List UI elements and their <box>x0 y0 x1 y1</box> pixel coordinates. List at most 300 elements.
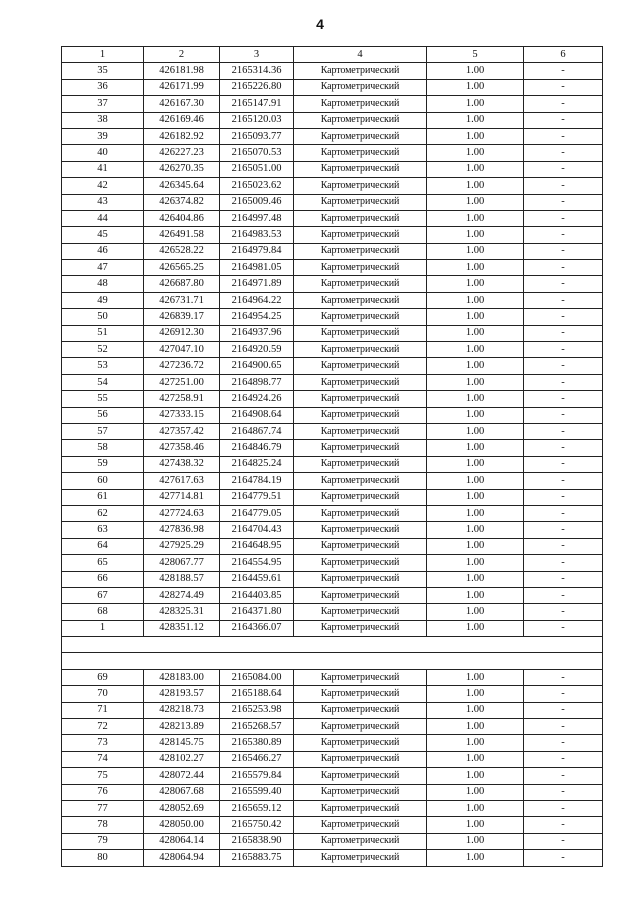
y-coordinate-cell: 2165579.84 <box>220 768 294 784</box>
accuracy-cell: 1.00 <box>427 161 524 177</box>
y-coordinate-cell: 2164971.89 <box>220 276 294 292</box>
x-coordinate-cell: 426169.46 <box>144 112 220 128</box>
accuracy-cell: 1.00 <box>427 800 524 816</box>
x-coordinate-cell: 427617.63 <box>144 473 220 489</box>
point-number-cell: 74 <box>62 751 144 767</box>
y-coordinate-cell: 2164403.85 <box>220 587 294 603</box>
point-number-cell: 42 <box>62 178 144 194</box>
accuracy-cell: 1.00 <box>427 719 524 735</box>
point-number-cell: 62 <box>62 505 144 521</box>
description-cell: - <box>524 850 603 866</box>
point-number-cell: 55 <box>62 391 144 407</box>
accuracy-cell: 1.00 <box>427 374 524 390</box>
table-row <box>62 145 603 161</box>
point-number-cell: 77 <box>62 800 144 816</box>
x-coordinate-cell: 428351.12 <box>144 620 220 636</box>
point-number-cell: 57 <box>62 423 144 439</box>
accuracy-cell: 1.00 <box>427 210 524 226</box>
x-coordinate-cell: 427258.91 <box>144 391 220 407</box>
point-number-cell: 45 <box>62 227 144 243</box>
method-cell: Картометрический <box>294 178 427 194</box>
y-coordinate-cell: 2165023.62 <box>220 178 294 194</box>
y-coordinate-cell: 2164997.48 <box>220 210 294 226</box>
y-coordinate-cell: 2164954.25 <box>220 309 294 325</box>
description-cell: - <box>524 751 603 767</box>
y-coordinate-cell: 2164459.61 <box>220 571 294 587</box>
accuracy-cell: 1.00 <box>427 571 524 587</box>
method-cell: Картометрический <box>294 79 427 95</box>
y-coordinate-cell: 2165009.46 <box>220 194 294 210</box>
method-cell: Картометрический <box>294 440 427 456</box>
point-number-cell: 46 <box>62 243 144 259</box>
x-coordinate-cell: 428213.89 <box>144 719 220 735</box>
accuracy-cell: 1.00 <box>427 751 524 767</box>
x-coordinate-cell: 426345.64 <box>144 178 220 194</box>
accuracy-cell: 1.00 <box>427 505 524 521</box>
table-body <box>62 63 603 866</box>
description-cell: - <box>524 210 603 226</box>
y-coordinate-cell: 2165883.75 <box>220 850 294 866</box>
description-cell: - <box>524 522 603 538</box>
accuracy-cell: 1.00 <box>427 489 524 505</box>
table-row <box>62 227 603 243</box>
table-row <box>62 489 603 505</box>
description-cell: - <box>524 227 603 243</box>
accuracy-cell: 1.00 <box>427 686 524 702</box>
table-row <box>62 342 603 358</box>
description-cell: - <box>524 833 603 849</box>
description-cell: - <box>524 817 603 833</box>
accuracy-cell: 1.00 <box>427 817 524 833</box>
description-cell: - <box>524 669 603 685</box>
accuracy-cell: 1.00 <box>427 669 524 685</box>
method-cell: Картометрический <box>294 587 427 603</box>
point-number-cell: 61 <box>62 489 144 505</box>
method-cell: Картометрический <box>294 751 427 767</box>
table-row <box>62 440 603 456</box>
method-cell: Картометрический <box>294 112 427 128</box>
accuracy-cell: 1.00 <box>427 456 524 472</box>
description-cell: - <box>524 407 603 423</box>
method-cell: Картометрический <box>294 784 427 800</box>
point-number-cell: 59 <box>62 456 144 472</box>
description-cell: - <box>524 423 603 439</box>
method-cell: Картометрический <box>294 325 427 341</box>
point-number-cell: 75 <box>62 768 144 784</box>
table-row <box>62 768 603 784</box>
y-coordinate-cell: 2164825.24 <box>220 456 294 472</box>
method-cell: Картометрический <box>294 358 427 374</box>
y-coordinate-cell: 2164648.95 <box>220 538 294 554</box>
x-coordinate-cell: 426171.99 <box>144 79 220 95</box>
accuracy-cell: 1.00 <box>427 604 524 620</box>
point-number-cell: 49 <box>62 292 144 308</box>
description-cell: - <box>524 112 603 128</box>
point-number-cell: 47 <box>62 260 144 276</box>
point-number-cell: 44 <box>62 210 144 226</box>
description-cell: - <box>524 555 603 571</box>
accuracy-cell: 1.00 <box>427 555 524 571</box>
y-coordinate-cell: 2164779.51 <box>220 489 294 505</box>
accuracy-cell: 1.00 <box>427 784 524 800</box>
y-coordinate-cell: 2165120.03 <box>220 112 294 128</box>
y-coordinate-cell: 2164554.95 <box>220 555 294 571</box>
accuracy-cell: 1.00 <box>427 260 524 276</box>
point-number-cell: 54 <box>62 374 144 390</box>
y-coordinate-cell: 2165314.36 <box>220 63 294 79</box>
x-coordinate-cell: 428274.49 <box>144 587 220 603</box>
x-coordinate-cell: 428052.69 <box>144 800 220 816</box>
method-cell: Картометрический <box>294 96 427 112</box>
x-coordinate-cell: 428050.00 <box>144 817 220 833</box>
point-number-cell: 52 <box>62 342 144 358</box>
accuracy-cell: 1.00 <box>427 96 524 112</box>
x-coordinate-cell: 428145.75 <box>144 735 220 751</box>
point-number-cell: 67 <box>62 587 144 603</box>
description-cell: - <box>524 587 603 603</box>
y-coordinate-cell: 2165659.12 <box>220 800 294 816</box>
accuracy-cell: 1.00 <box>427 702 524 718</box>
accuracy-cell: 1.00 <box>427 440 524 456</box>
table-row <box>62 587 603 603</box>
x-coordinate-cell: 426731.71 <box>144 292 220 308</box>
description-cell: - <box>524 276 603 292</box>
y-coordinate-cell: 2165838.90 <box>220 833 294 849</box>
method-cell: Картометрический <box>294 833 427 849</box>
y-coordinate-cell: 2165070.53 <box>220 145 294 161</box>
table-spacer-row <box>62 637 603 653</box>
table-row <box>62 751 603 767</box>
table-row <box>62 784 603 800</box>
accuracy-cell: 1.00 <box>427 342 524 358</box>
description-cell: - <box>524 784 603 800</box>
y-coordinate-cell: 2164846.79 <box>220 440 294 456</box>
description-cell: - <box>524 161 603 177</box>
point-number-cell: 43 <box>62 194 144 210</box>
x-coordinate-cell: 426167.30 <box>144 96 220 112</box>
table-row <box>62 604 603 620</box>
header-cell: 6 <box>524 47 603 63</box>
method-cell: Картометрический <box>294 473 427 489</box>
table-row <box>62 538 603 554</box>
table-row <box>62 325 603 341</box>
table-row <box>62 79 603 95</box>
point-number-cell: 70 <box>62 686 144 702</box>
x-coordinate-cell: 427357.42 <box>144 423 220 439</box>
y-coordinate-cell: 2165226.80 <box>220 79 294 95</box>
table-row <box>62 456 603 472</box>
description-cell: - <box>524 178 603 194</box>
accuracy-cell: 1.00 <box>427 325 524 341</box>
table-row <box>62 309 603 325</box>
x-coordinate-cell: 428102.27 <box>144 751 220 767</box>
accuracy-cell: 1.00 <box>427 735 524 751</box>
point-number-cell: 58 <box>62 440 144 456</box>
y-coordinate-cell: 2164779.05 <box>220 505 294 521</box>
accuracy-cell: 1.00 <box>427 292 524 308</box>
table-spacer-row <box>62 653 603 669</box>
accuracy-cell: 1.00 <box>427 407 524 423</box>
description-cell: - <box>524 571 603 587</box>
coordinates-table <box>61 46 603 867</box>
table-row <box>62 505 603 521</box>
description-cell: - <box>524 538 603 554</box>
y-coordinate-cell: 2165051.00 <box>220 161 294 177</box>
x-coordinate-cell: 426839.17 <box>144 309 220 325</box>
x-coordinate-cell: 428218.73 <box>144 702 220 718</box>
point-number-cell: 1 <box>62 620 144 636</box>
method-cell: Картометрический <box>294 669 427 685</box>
page-number: 4 <box>316 16 324 32</box>
spacer-cell <box>62 637 603 653</box>
y-coordinate-cell: 2164898.77 <box>220 374 294 390</box>
x-coordinate-cell: 426528.22 <box>144 243 220 259</box>
accuracy-cell: 1.00 <box>427 620 524 636</box>
y-coordinate-cell: 2165599.40 <box>220 784 294 800</box>
y-coordinate-cell: 2164867.74 <box>220 423 294 439</box>
point-number-cell: 51 <box>62 325 144 341</box>
x-coordinate-cell: 428188.57 <box>144 571 220 587</box>
point-number-cell: 79 <box>62 833 144 849</box>
point-number-cell: 36 <box>62 79 144 95</box>
y-coordinate-cell: 2165466.27 <box>220 751 294 767</box>
description-cell: - <box>524 473 603 489</box>
y-coordinate-cell: 2165750.42 <box>220 817 294 833</box>
method-cell: Картометрический <box>294 719 427 735</box>
table-header-row <box>62 47 603 63</box>
method-cell: Картометрический <box>294 522 427 538</box>
point-number-cell: 76 <box>62 784 144 800</box>
description-cell: - <box>524 63 603 79</box>
x-coordinate-cell: 427047.10 <box>144 342 220 358</box>
x-coordinate-cell: 428067.77 <box>144 555 220 571</box>
description-cell: - <box>524 260 603 276</box>
accuracy-cell: 1.00 <box>427 276 524 292</box>
x-coordinate-cell: 427925.29 <box>144 538 220 554</box>
description-cell: - <box>524 735 603 751</box>
x-coordinate-cell: 427724.63 <box>144 505 220 521</box>
table-row <box>62 358 603 374</box>
x-coordinate-cell: 426912.30 <box>144 325 220 341</box>
table-row <box>62 96 603 112</box>
point-number-cell: 50 <box>62 309 144 325</box>
table-row <box>62 473 603 489</box>
table-row <box>62 702 603 718</box>
y-coordinate-cell: 2164981.05 <box>220 260 294 276</box>
x-coordinate-cell: 426491.58 <box>144 227 220 243</box>
table-row <box>62 686 603 702</box>
y-coordinate-cell: 2164924.26 <box>220 391 294 407</box>
accuracy-cell: 1.00 <box>427 309 524 325</box>
table-row <box>62 423 603 439</box>
description-cell: - <box>524 686 603 702</box>
accuracy-cell: 1.00 <box>427 358 524 374</box>
x-coordinate-cell: 426182.92 <box>144 128 220 144</box>
x-coordinate-cell: 426404.86 <box>144 210 220 226</box>
method-cell: Картометрический <box>294 735 427 751</box>
x-coordinate-cell: 428064.94 <box>144 850 220 866</box>
point-number-cell: 56 <box>62 407 144 423</box>
table-row <box>62 243 603 259</box>
description-cell: - <box>524 325 603 341</box>
y-coordinate-cell: 2165093.77 <box>220 128 294 144</box>
accuracy-cell: 1.00 <box>427 473 524 489</box>
description-cell: - <box>524 800 603 816</box>
x-coordinate-cell: 426181.98 <box>144 63 220 79</box>
point-number-cell: 68 <box>62 604 144 620</box>
point-number-cell: 38 <box>62 112 144 128</box>
x-coordinate-cell: 427251.00 <box>144 374 220 390</box>
y-coordinate-cell: 2165268.57 <box>220 719 294 735</box>
table-row <box>62 260 603 276</box>
accuracy-cell: 1.00 <box>427 833 524 849</box>
description-cell: - <box>524 194 603 210</box>
table-row <box>62 735 603 751</box>
y-coordinate-cell: 2164900.65 <box>220 358 294 374</box>
y-coordinate-cell: 2164979.84 <box>220 243 294 259</box>
point-number-cell: 35 <box>62 63 144 79</box>
method-cell: Картометрический <box>294 194 427 210</box>
point-number-cell: 41 <box>62 161 144 177</box>
method-cell: Картометрический <box>294 145 427 161</box>
table-row <box>62 571 603 587</box>
y-coordinate-cell: 2165084.00 <box>220 669 294 685</box>
description-cell: - <box>524 243 603 259</box>
table-row <box>62 178 603 194</box>
point-number-cell: 39 <box>62 128 144 144</box>
point-number-cell: 53 <box>62 358 144 374</box>
table-row <box>62 555 603 571</box>
y-coordinate-cell: 2165253.98 <box>220 702 294 718</box>
point-number-cell: 73 <box>62 735 144 751</box>
y-coordinate-cell: 2165188.64 <box>220 686 294 702</box>
description-cell: - <box>524 702 603 718</box>
header-cell: 4 <box>294 47 427 63</box>
table-row <box>62 800 603 816</box>
description-cell: - <box>524 768 603 784</box>
x-coordinate-cell: 426565.25 <box>144 260 220 276</box>
accuracy-cell: 1.00 <box>427 587 524 603</box>
table-row <box>62 276 603 292</box>
table-row <box>62 112 603 128</box>
x-coordinate-cell: 427333.15 <box>144 407 220 423</box>
method-cell: Картометрический <box>294 407 427 423</box>
accuracy-cell: 1.00 <box>427 79 524 95</box>
method-cell: Картометрический <box>294 817 427 833</box>
method-cell: Картометрический <box>294 210 427 226</box>
point-number-cell: 66 <box>62 571 144 587</box>
method-cell: Картометрический <box>294 800 427 816</box>
accuracy-cell: 1.00 <box>427 112 524 128</box>
description-cell: - <box>524 358 603 374</box>
method-cell: Картометрический <box>294 768 427 784</box>
method-cell: Картометрический <box>294 702 427 718</box>
method-cell: Картометрический <box>294 850 427 866</box>
table-row <box>62 719 603 735</box>
method-cell: Картометрический <box>294 489 427 505</box>
accuracy-cell: 1.00 <box>427 128 524 144</box>
method-cell: Картометрический <box>294 374 427 390</box>
method-cell: Картометрический <box>294 505 427 521</box>
description-cell: - <box>524 342 603 358</box>
x-coordinate-cell: 426374.82 <box>144 194 220 210</box>
method-cell: Картометрический <box>294 342 427 358</box>
table-row <box>62 63 603 79</box>
description-cell: - <box>524 145 603 161</box>
description-cell: - <box>524 374 603 390</box>
accuracy-cell: 1.00 <box>427 423 524 439</box>
point-number-cell: 37 <box>62 96 144 112</box>
table-row <box>62 374 603 390</box>
description-cell: - <box>524 620 603 636</box>
description-cell: - <box>524 309 603 325</box>
description-cell: - <box>524 391 603 407</box>
table-row <box>62 391 603 407</box>
method-cell: Картометрический <box>294 391 427 407</box>
point-number-cell: 48 <box>62 276 144 292</box>
table-row <box>62 620 603 636</box>
table-row <box>62 833 603 849</box>
x-coordinate-cell: 427358.46 <box>144 440 220 456</box>
accuracy-cell: 1.00 <box>427 194 524 210</box>
accuracy-cell: 1.00 <box>427 850 524 866</box>
point-number-cell: 64 <box>62 538 144 554</box>
description-cell: - <box>524 292 603 308</box>
y-coordinate-cell: 2165147.91 <box>220 96 294 112</box>
header-cell: 1 <box>62 47 144 63</box>
method-cell: Картометрический <box>294 227 427 243</box>
y-coordinate-cell: 2164937.96 <box>220 325 294 341</box>
x-coordinate-cell: 426687.80 <box>144 276 220 292</box>
x-coordinate-cell: 428193.57 <box>144 686 220 702</box>
y-coordinate-cell: 2164784.19 <box>220 473 294 489</box>
x-coordinate-cell: 427714.81 <box>144 489 220 505</box>
description-cell: - <box>524 79 603 95</box>
y-coordinate-cell: 2164964.22 <box>220 292 294 308</box>
table-row <box>62 210 603 226</box>
table-row <box>62 522 603 538</box>
y-coordinate-cell: 2164983.53 <box>220 227 294 243</box>
y-coordinate-cell: 2164366.07 <box>220 620 294 636</box>
method-cell: Картометрический <box>294 63 427 79</box>
method-cell: Картометрический <box>294 276 427 292</box>
point-number-cell: 78 <box>62 817 144 833</box>
method-cell: Картометрический <box>294 128 427 144</box>
point-number-cell: 60 <box>62 473 144 489</box>
description-cell: - <box>524 96 603 112</box>
x-coordinate-cell: 428067.68 <box>144 784 220 800</box>
table-row <box>62 194 603 210</box>
method-cell: Картометрический <box>294 309 427 325</box>
table-row <box>62 817 603 833</box>
method-cell: Картометрический <box>294 260 427 276</box>
x-coordinate-cell: 428072.44 <box>144 768 220 784</box>
x-coordinate-cell: 428183.00 <box>144 669 220 685</box>
x-coordinate-cell: 427836.98 <box>144 522 220 538</box>
x-coordinate-cell: 426270.35 <box>144 161 220 177</box>
x-coordinate-cell: 428064.14 <box>144 833 220 849</box>
x-coordinate-cell: 427438.32 <box>144 456 220 472</box>
accuracy-cell: 1.00 <box>427 768 524 784</box>
description-cell: - <box>524 489 603 505</box>
header-cell: 5 <box>427 47 524 63</box>
accuracy-cell: 1.00 <box>427 145 524 161</box>
table-row <box>62 407 603 423</box>
y-coordinate-cell: 2164908.64 <box>220 407 294 423</box>
y-coordinate-cell: 2164704.43 <box>220 522 294 538</box>
accuracy-cell: 1.00 <box>427 522 524 538</box>
method-cell: Картометрический <box>294 686 427 702</box>
